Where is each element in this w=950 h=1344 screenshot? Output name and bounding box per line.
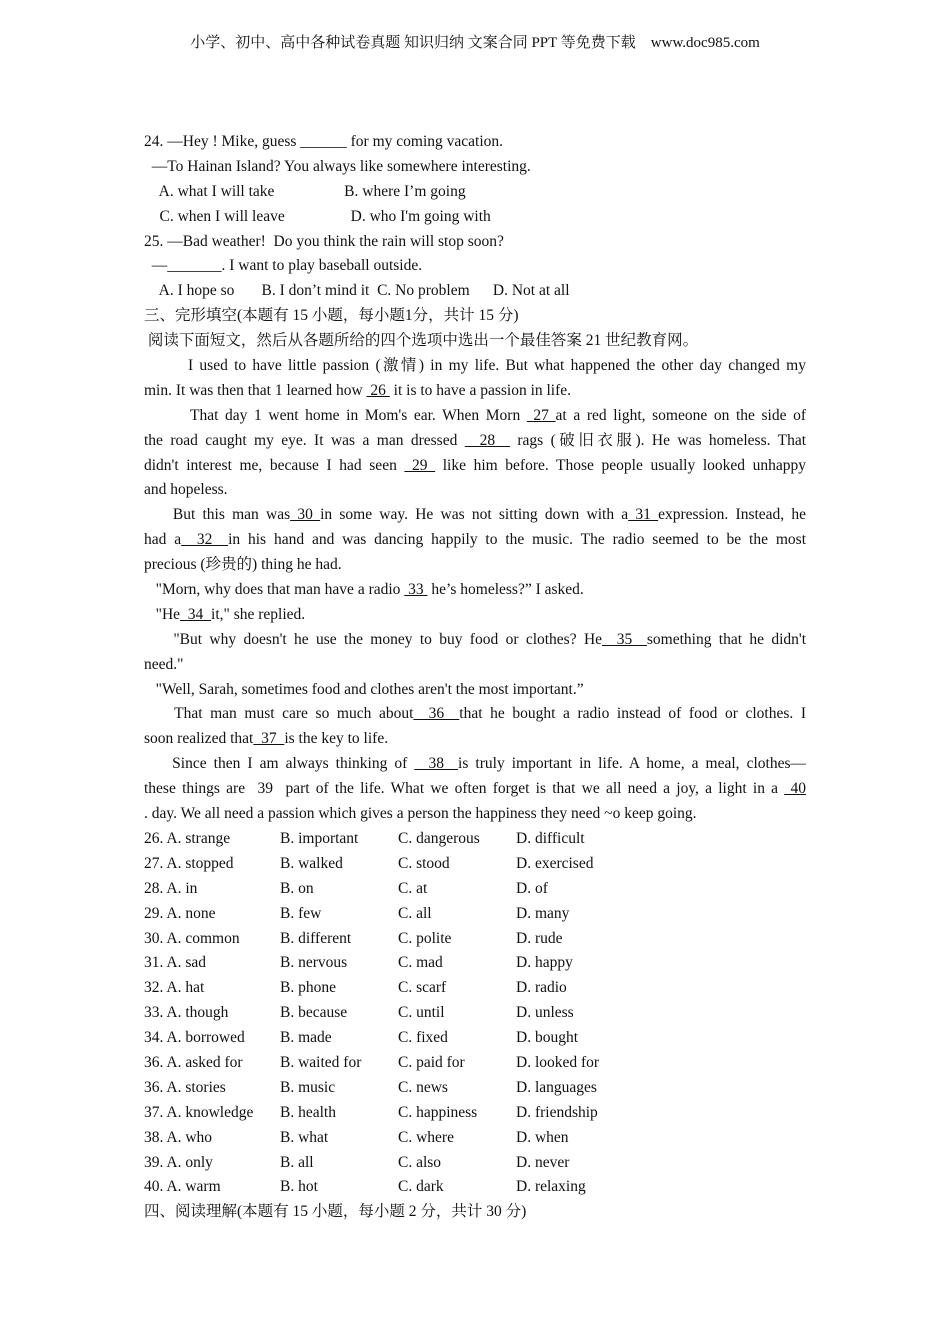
text-line (144, 503, 806, 528)
answer-blank: 32 (181, 531, 229, 549)
answer-blank: 36 (413, 705, 460, 723)
text-segment: That man must care so much about (144, 705, 414, 723)
answer-blank: 29 (404, 456, 436, 474)
option-choice: 36. A. asked for (144, 1053, 243, 1071)
option-choice: 26. A. strange (144, 829, 231, 847)
option-choice: D. bought (516, 1029, 578, 1047)
option-choice: C. until (398, 1004, 445, 1022)
option-row (144, 1051, 806, 1076)
text-segment: is truly important in life. A home, a meal, clothes— (458, 755, 807, 773)
text-segment: C. when I will leave D. who I'm going with (144, 207, 491, 225)
option-choice: 32. A. hat (144, 979, 205, 997)
answer-blank: 27 (526, 406, 556, 424)
option-choice: B. few (280, 904, 322, 922)
option-choice: C. happiness (398, 1103, 478, 1121)
option-choice: C. stood (398, 854, 450, 872)
option-choice: 30. A. common (144, 929, 240, 947)
answer-blank: 28 (464, 431, 510, 449)
cloze-options (144, 827, 806, 1200)
option-choice: D. radio (516, 979, 567, 997)
option-choice: B. music (280, 1078, 336, 1096)
text-line (144, 802, 806, 827)
option-choice: B. nervous (280, 954, 348, 972)
text-segment: A. I hope so B. I don’t mind it C. No problem D. Not at all (144, 282, 570, 300)
option-choice: C. paid for (398, 1053, 465, 1071)
option-choice: D. happy (516, 954, 573, 972)
text-segment: had a (144, 531, 182, 549)
answer-blank: 31 (628, 506, 659, 524)
text-line (144, 180, 806, 205)
option-choice: 27. A. stopped (144, 854, 234, 872)
text-line (144, 304, 806, 329)
text-segment: 三、完形填空(本题有 15 小题，每小题1分，共计 15 分) (144, 307, 519, 325)
option-choice: C. fixed (398, 1029, 448, 1047)
text-segment: that he bought a radio instead of food or clothes. I (459, 705, 806, 723)
option-choice: C. at (398, 879, 428, 897)
text-line (144, 130, 806, 155)
text-line (144, 727, 806, 752)
option-choice: 33. A. though (144, 1004, 229, 1022)
option-choice: D. friendship (516, 1103, 598, 1121)
option-choice: B. because (280, 1004, 348, 1022)
text-segment: it," she replied. (211, 605, 306, 623)
option-choice: C. scarf (398, 979, 447, 997)
text-segment: he’s homeless?” I asked. (427, 581, 584, 599)
option-choice: 29. A. none (144, 904, 216, 922)
text-segment: at a red light, someone on the side of (555, 406, 807, 424)
text-segment: . day. We all need a passion which gives a person the happiness they need ~o keep going. (144, 805, 697, 823)
text-segment: min. It was then that 1 learned how (144, 381, 367, 399)
option-choice: C. polite (398, 929, 452, 947)
text-segment: A. what I will take B. where I’m going (144, 182, 466, 200)
text-segment: rags (破旧衣服). He was homeless. That (509, 431, 807, 449)
text-segment: —_______. I want to play baseball outside. (144, 257, 423, 275)
text-line (144, 553, 806, 578)
option-choice: B. different (280, 929, 352, 947)
text-line (144, 678, 806, 703)
text-segment: soon realized that (144, 730, 254, 748)
text-segment: "But why doesn't he use the money to buy food or clothes? He (144, 630, 603, 648)
option-choice: 38. A. who (144, 1128, 213, 1146)
text-segment: in his hand and was dancing happily to the music. The radio seemed to be the most (228, 531, 806, 549)
option-choice: D. unless (516, 1004, 574, 1022)
option-row (144, 927, 806, 952)
option-row (144, 827, 806, 852)
option-row (144, 1101, 806, 1126)
answer-blank: 34 (180, 605, 212, 623)
text-line (144, 205, 806, 230)
text-segment: "He (144, 605, 181, 623)
text-segment: something that he didn't (646, 630, 807, 648)
option-row (144, 877, 806, 902)
answer-blank: 26 (366, 381, 390, 399)
option-choice: B. what (280, 1128, 329, 1146)
text-line (144, 628, 806, 653)
text-line (144, 155, 806, 180)
text-line (144, 429, 806, 454)
option-choice: 28. A. in (144, 879, 198, 897)
text-segment: like him before. Those people usually looked unhappy (435, 456, 806, 474)
text-line (144, 454, 806, 479)
option-choice: C. where (398, 1128, 454, 1146)
text-segment: need." (144, 655, 184, 673)
option-choice: C. also (398, 1153, 442, 1171)
option-choice: D. many (516, 904, 570, 922)
option-choice: C. mad (398, 954, 443, 972)
option-row (144, 852, 806, 877)
text-line (144, 329, 806, 354)
text-segment: the road caught my eye. It was a man dressed (144, 431, 465, 449)
option-choice: B. on (280, 879, 314, 897)
option-choice: D. languages (516, 1078, 597, 1096)
option-choice: C. all (398, 904, 432, 922)
text-segment: "Morn, why does that man have a radio (144, 581, 405, 599)
section-heading: 四、阅读理解(本题有 15 小题，每小题 2 分，共计 30 分) (144, 1203, 527, 1221)
option-choice: D. difficult (516, 829, 585, 847)
text-segment: 25. —Bad weather! Do you think the rain will stop soon? (144, 232, 504, 250)
text-segment: didn't interest me, because I had seen (144, 456, 405, 474)
answer-blank: 33 (404, 581, 428, 599)
text-segment: it is to have a passion in life. (389, 381, 572, 399)
option-row (144, 1175, 806, 1200)
option-choice: 34. A. borrowed (144, 1029, 245, 1047)
option-row (144, 1126, 806, 1151)
option-choice: D. rude (516, 929, 563, 947)
option-choice: B. important (280, 829, 359, 847)
answer-blank: 37 (253, 730, 285, 748)
text-line (144, 254, 806, 279)
option-choice: D. relaxing (516, 1178, 586, 1196)
page-header-banner: 小学、初中、高中各种试卷真题 知识归纳 文案合同 PPT 等免费下载 www.doc985.com (190, 35, 760, 51)
answer-blank: 38 (414, 755, 459, 773)
text-line (144, 230, 806, 255)
option-choice: B. health (280, 1103, 336, 1121)
option-row (144, 976, 806, 1001)
option-row (144, 902, 806, 927)
text-segment: is the key to life. (284, 730, 389, 748)
document-body (144, 130, 806, 1225)
text-line (144, 702, 806, 727)
text-line (144, 653, 806, 678)
option-row (144, 951, 806, 976)
option-choice: B. walked (280, 854, 343, 872)
text-segment: I used to have little passion (激情) in my life. But what happened the other day changed my (144, 357, 806, 375)
option-choice: 40. A. warm (144, 1178, 221, 1196)
option-choice: D. exercised (516, 854, 594, 872)
option-choice: D. of (516, 879, 548, 897)
exam-text (144, 130, 806, 827)
option-choice: 31. A. sad (144, 954, 206, 972)
option-choice: B. all (280, 1153, 314, 1171)
option-choice: D. when (516, 1128, 569, 1146)
text-segment: 阅读下面短文，然后从各题所给的四个选项中选出一个最佳答案 21 世纪教育网。 (144, 332, 699, 350)
text-segment: expression. Instead, he (658, 506, 807, 524)
option-row (144, 1001, 806, 1026)
option-choice: C. dangerous (398, 829, 480, 847)
text-line (144, 354, 806, 379)
text-segment: these things are 39 part of the life. What we often forget is that we all need a joy, a light in a (144, 780, 785, 798)
option-choice: 37. A. knowledge (144, 1103, 254, 1121)
text-segment: But this man was (144, 506, 291, 524)
text-line (144, 379, 806, 404)
answer-blank: 35 (602, 630, 647, 648)
text-segment: and hopeless. (144, 481, 228, 499)
text-line (144, 528, 806, 553)
option-row (144, 1026, 806, 1051)
option-choice: C. dark (398, 1178, 444, 1196)
text-segment: "Well, Sarah, sometimes food and clothes aren't the most important.” (144, 680, 584, 698)
option-choice: B. waited for (280, 1053, 362, 1071)
text-line (144, 777, 806, 802)
option-choice: 36. A. stories (144, 1078, 226, 1096)
option-choice: B. hot (280, 1178, 318, 1196)
answer-blank: 40 (784, 780, 807, 798)
text-segment: That day 1 went home in Mom's ear. When Morn (144, 406, 527, 424)
option-row (144, 1151, 806, 1176)
option-choice: 39. A. only (144, 1153, 213, 1171)
text-line (144, 603, 806, 628)
text-segment: —To Hainan Island? You always like somewhere interesting. (144, 157, 531, 175)
text-segment: 24. —Hey ! Mike, guess ______ for my coming vacation. (144, 133, 504, 150)
text-segment: precious (珍贵的) thing he had. (144, 556, 342, 574)
text-line (144, 279, 806, 304)
option-choice: B. phone (280, 979, 336, 997)
answer-blank: 30 (290, 506, 321, 524)
text-segment: Since then I am always thinking of (144, 755, 415, 773)
text-line (144, 478, 806, 503)
text-line (144, 752, 806, 777)
text-line (144, 404, 806, 429)
option-choice: B. made (280, 1029, 332, 1047)
option-row (144, 1076, 806, 1101)
text-line (144, 578, 806, 603)
text-segment: in some way. He was not sitting down with a (320, 506, 629, 524)
option-choice: D. never (516, 1153, 570, 1171)
option-choice: C. news (398, 1078, 448, 1096)
option-choice: D. looked for (516, 1053, 600, 1071)
